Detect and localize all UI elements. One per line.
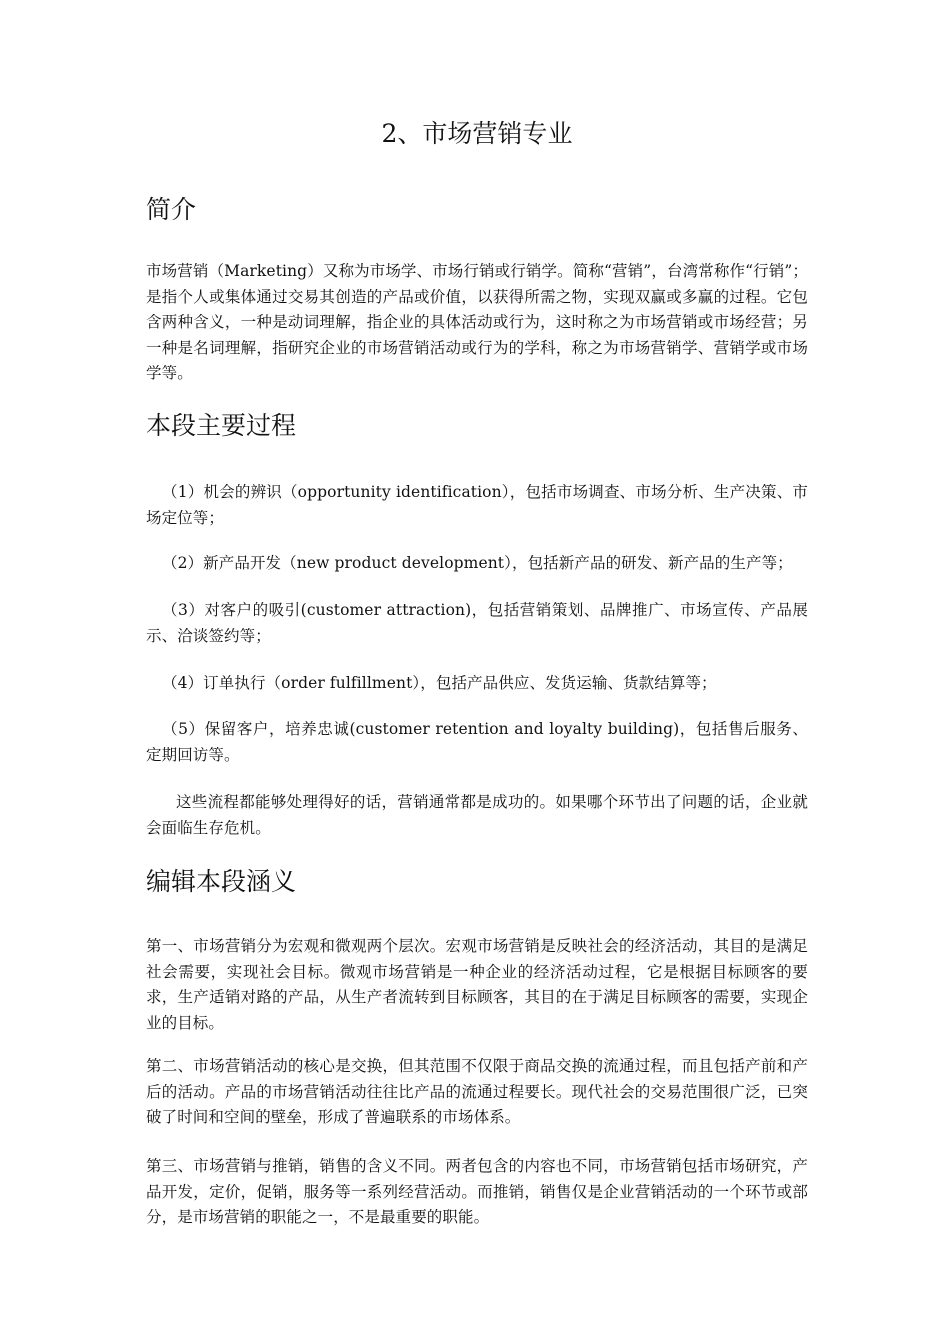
process-step-2: （2）新产品开发（new product development），包括新产品的研发、新产品的生产等； [162,554,793,572]
meaning-paragraph-1: 第一、市场营销分为宏观和微观两个层次。宏观市场营销是反映社会的经济活动，其目的是满足社会需要，实现社会目标。微观市场营销是一种企业的经济活动过程，它是根据目标顾客的要求，生产适销对路的产品，从生产者流转到目标顾客，其目的在于满足目标顾客的需要，实现企业的目标。 [146,937,808,1032]
section-heading-intro: 简介 [146,195,197,224]
section-heading-process: 本段主要过程 [146,411,297,440]
process-step-4: （4）订单执行（order fulfillment），包括产品供应、发货运输、货款结算等； [162,674,717,692]
meaning-paragraph-3: 第三、市场营销与推销，销售的含义不同。两者包含的内容也不同，市场营销包括市场研究，产品开发，定价，促销，服务等一系列经营活动。而推销，销售仅是企业营销活动的一个环节或部分，是市场营销的职能之一，不是最重要的职能。 [146,1157,808,1226]
intro-paragraph: 市场营销（Marketing）又称为市场学、市场行销或行销学。简称“营销”，台湾常称作“行销”；是指个人或集体通过交易其创造的产品或价值，以获得所需之物，实现双赢或多赢的过程。它包含两种含义，一种是动词理解，指企业的具体活动或行为，这时称之为市场营销或市场经营；另一种是名词理解，指研究企业的市场营销活动或行为的学科，称之为市场营销学、营销学或市场学等。 [146,262,808,382]
document-title: 2、市场营销专业 [381,119,573,148]
process-step-1: （1）机会的辨识（opportunity identification），包括市场调查、市场分析、生产决策、市场定位等； [146,483,808,527]
section-heading-meaning: 编辑本段涵义 [146,867,297,896]
process-summary: 这些流程都能够处理得好的话，营销通常都是成功的。如果哪个环节出了问题的话，企业就会面临生存危机。 [146,793,808,837]
process-step-5: （5）保留客户，培养忠诚(customer retention and loyalty building)，包括售后服务、定期回访等。 [146,720,808,764]
meaning-paragraph-2: 第二、市场营销活动的核心是交换，但其范围不仅限于商品交换的流通过程，而且包括产前和产后的活动。产品的市场营销活动往往比产品的流通过程要长。现代社会的交易范围很广泛，已突破了时间和空间的壁垒，形成了普遍联系的市场体系。 [146,1057,808,1126]
process-step-3: （3）对客户的吸引(customer attraction)，包括营销策划、品牌推广、市场宣传、产品展示、洽谈签约等； [146,601,808,645]
